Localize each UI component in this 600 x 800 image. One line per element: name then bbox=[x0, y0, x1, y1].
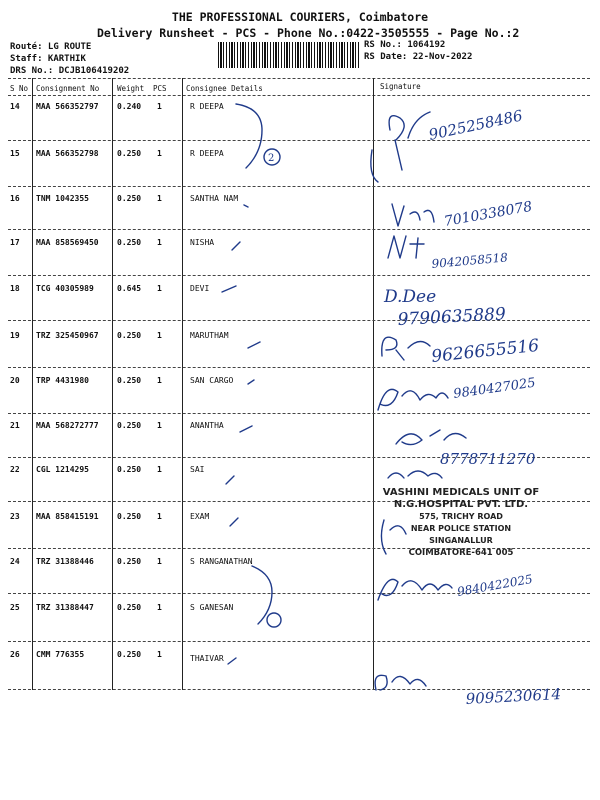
row-sno: 16 bbox=[10, 194, 20, 203]
signature-stroke bbox=[378, 579, 452, 600]
row-pcs: 1 bbox=[157, 284, 162, 293]
row-sno: 25 bbox=[10, 603, 20, 612]
row-consignment-no: MAA 858415191 bbox=[36, 512, 99, 521]
row-consignment-no: TRP 4431980 bbox=[36, 376, 89, 385]
row-weight: 0.645 bbox=[117, 284, 142, 293]
company-title: THE PROFESSIONAL COURIERS, Coimbatore bbox=[171, 10, 429, 24]
col-header-consignee: Consignee Details bbox=[186, 84, 263, 93]
row-weight: 0.250 bbox=[117, 331, 142, 340]
row-divider bbox=[8, 275, 590, 276]
signature-stroke bbox=[371, 150, 378, 182]
signature-stroke bbox=[382, 337, 430, 360]
row-consignment-no: CGL 1214295 bbox=[36, 465, 89, 474]
row-consignee: SAI bbox=[190, 465, 205, 474]
handwritten-phone: 9095230614 bbox=[465, 685, 562, 708]
row-pcs: 1 bbox=[157, 376, 162, 385]
row-consignment-no: MAA 566352798 bbox=[36, 149, 99, 158]
tick-mark bbox=[232, 242, 240, 250]
row-weight: 0.250 bbox=[117, 376, 142, 385]
col-header-consignment: Consignment No bbox=[36, 84, 100, 93]
bracket-mark bbox=[236, 104, 262, 168]
row-pcs: 1 bbox=[157, 465, 162, 474]
row-pcs: 1 bbox=[157, 331, 162, 340]
tick-mark bbox=[226, 476, 234, 484]
row-consignee: NISHA bbox=[190, 238, 215, 247]
row-divider bbox=[8, 229, 590, 230]
row-divider bbox=[8, 593, 590, 594]
row-weight: 0.250 bbox=[117, 512, 142, 521]
row-pcs: 1 bbox=[157, 512, 162, 521]
row-sno: 22 bbox=[10, 465, 20, 474]
signature-stroke bbox=[392, 204, 434, 226]
row-consignee: SANTHA NAM bbox=[190, 194, 239, 203]
row-weight: 0.250 bbox=[117, 650, 142, 659]
bracket-note: 2 bbox=[268, 153, 275, 164]
stamp-line: NEAR POLICE STATION bbox=[410, 524, 512, 533]
row-consignment-no: TRZ 31388446 bbox=[36, 557, 94, 566]
row-weight: 0.240 bbox=[117, 102, 142, 111]
tick-mark bbox=[248, 380, 254, 384]
row-consignee: MARUTHAM bbox=[190, 331, 229, 340]
tick-mark bbox=[228, 658, 236, 664]
row-weight: 0.250 bbox=[117, 194, 142, 203]
col-divider bbox=[112, 78, 113, 690]
row-weight: 0.250 bbox=[117, 557, 142, 566]
barcode bbox=[218, 42, 360, 68]
tick-mark bbox=[222, 286, 236, 292]
stamp-line: COIMBATORE-641 005 bbox=[408, 548, 514, 558]
row-consignment-no: MAA 858569450 bbox=[36, 238, 99, 247]
row-weight: 0.250 bbox=[117, 603, 142, 612]
signature-stroke bbox=[388, 236, 424, 258]
handwritten-phone: 9025258486 bbox=[427, 106, 525, 144]
row-consignment-no: MAA 568272777 bbox=[36, 421, 99, 430]
row-sno: 19 bbox=[10, 331, 20, 340]
row-divider bbox=[8, 689, 590, 690]
row-consignment-no: MAA 566352797 bbox=[36, 102, 99, 111]
handwritten-phone: 7010338078 bbox=[442, 198, 534, 230]
row-pcs: 1 bbox=[157, 194, 162, 203]
rs-number: RS No.: 1064192 bbox=[364, 40, 446, 50]
tick-mark bbox=[244, 205, 248, 207]
row-sno: 17 bbox=[10, 238, 20, 247]
staff-label: Staff: KARTHIK bbox=[10, 54, 86, 64]
row-sno: 26 bbox=[10, 650, 20, 659]
col-divider bbox=[32, 78, 33, 690]
row-sno: 14 bbox=[10, 102, 20, 111]
col-divider bbox=[373, 78, 374, 690]
row-consignment-no: CMM 776355 bbox=[36, 650, 85, 659]
row-divider bbox=[8, 413, 590, 414]
rs-date: RS Date: 22-Nov-2022 bbox=[364, 52, 473, 62]
row-consignee: R DEEPA bbox=[190, 149, 224, 158]
col-divider bbox=[182, 78, 183, 690]
stamp-line: SINGANALLUR bbox=[429, 536, 493, 545]
row-sno: 15 bbox=[10, 149, 20, 158]
row-weight: 0.250 bbox=[117, 149, 142, 158]
pharmacy-stamp bbox=[376, 487, 546, 559]
drs-number: DRS No.: DCJB106419202 bbox=[10, 66, 130, 76]
signature-stroke bbox=[396, 430, 466, 445]
row-divider bbox=[8, 320, 590, 321]
row-divider bbox=[8, 140, 590, 141]
row-consignee: DEVI bbox=[190, 284, 210, 293]
tick-mark bbox=[240, 426, 252, 432]
signature-stroke bbox=[388, 471, 442, 478]
handwritten-phone: 9840422025 bbox=[456, 571, 534, 599]
header-bottom-rule bbox=[8, 95, 590, 96]
row-sno: 24 bbox=[10, 557, 20, 566]
row-consignee: SAN CARGO bbox=[190, 376, 234, 385]
row-consignment-no: TCG 40305989 bbox=[36, 284, 94, 293]
circled-number-mark bbox=[264, 149, 280, 165]
handwritten-phone: 9626655516 bbox=[430, 335, 541, 367]
row-weight: 0.250 bbox=[117, 238, 142, 247]
col-header-pcs: PCS bbox=[153, 84, 167, 93]
row-divider bbox=[8, 186, 590, 187]
row-pcs: 1 bbox=[157, 238, 162, 247]
header-top-rule bbox=[8, 78, 590, 79]
stamp-line: 575, TRICHY ROAD bbox=[419, 512, 503, 521]
row-consignee: R DEEPA bbox=[190, 102, 224, 111]
row-sno: 18 bbox=[10, 284, 20, 293]
row-pcs: 1 bbox=[157, 102, 162, 111]
row-pcs: 1 bbox=[157, 421, 162, 430]
row-consignment-no: TRZ 31388447 bbox=[36, 603, 94, 612]
row-divider bbox=[8, 457, 590, 458]
col-header-signature: Signature bbox=[380, 82, 421, 91]
row-divider bbox=[8, 367, 590, 368]
row-weight: 0.250 bbox=[117, 465, 142, 474]
bracket-mark bbox=[252, 566, 272, 624]
row-consignment-no: TRZ 325450967 bbox=[36, 331, 99, 340]
row-pcs: 1 bbox=[157, 603, 162, 612]
col-header-sno: S No bbox=[10, 84, 29, 93]
row-sno: 23 bbox=[10, 512, 20, 521]
row-pcs: 1 bbox=[157, 557, 162, 566]
row-consignee: S RANGANATHAN bbox=[190, 557, 253, 566]
row-divider bbox=[8, 641, 590, 642]
row-consignee: S GANESAN bbox=[190, 603, 234, 612]
tick-mark bbox=[230, 518, 238, 526]
row-consignee: ANANTHA bbox=[190, 421, 224, 430]
stamp-line: N.G.HOSPITAL PVT. LTD. bbox=[393, 499, 529, 510]
row-pcs: 1 bbox=[157, 149, 162, 158]
runsheet-subtitle: Delivery Runsheet - PCS - Phone No.:0422-3505555 - Page No.:2 bbox=[97, 26, 520, 40]
handwritten-phone: 9840427025 bbox=[452, 375, 537, 402]
handwritten-phone: 8778711270 bbox=[440, 450, 536, 468]
handwritten-phone: 9042058518 bbox=[431, 250, 509, 271]
signature-stroke bbox=[375, 675, 426, 690]
tick-mark bbox=[248, 342, 260, 348]
handwritten-name: D.Dee bbox=[384, 287, 437, 307]
row-weight: 0.250 bbox=[117, 421, 142, 430]
row-consignee: EXAM bbox=[190, 512, 210, 521]
stamp-line: VASHINI MEDICALS UNIT OF bbox=[382, 487, 540, 498]
col-header-weight: Weight bbox=[117, 84, 145, 93]
row-consignee: THAIVAR bbox=[190, 654, 224, 663]
signature-stroke bbox=[378, 389, 448, 410]
row-consignment-no: TNM 1042355 bbox=[36, 194, 89, 203]
row-sno: 21 bbox=[10, 421, 20, 430]
handwritten-phone: 9790635889 bbox=[397, 304, 507, 330]
circled-number-mark bbox=[267, 613, 281, 627]
route-label: Routé: LG ROUTE bbox=[10, 42, 92, 52]
row-sno: 20 bbox=[10, 376, 20, 385]
row-pcs: 1 bbox=[157, 650, 162, 659]
signature-stroke bbox=[389, 112, 430, 170]
